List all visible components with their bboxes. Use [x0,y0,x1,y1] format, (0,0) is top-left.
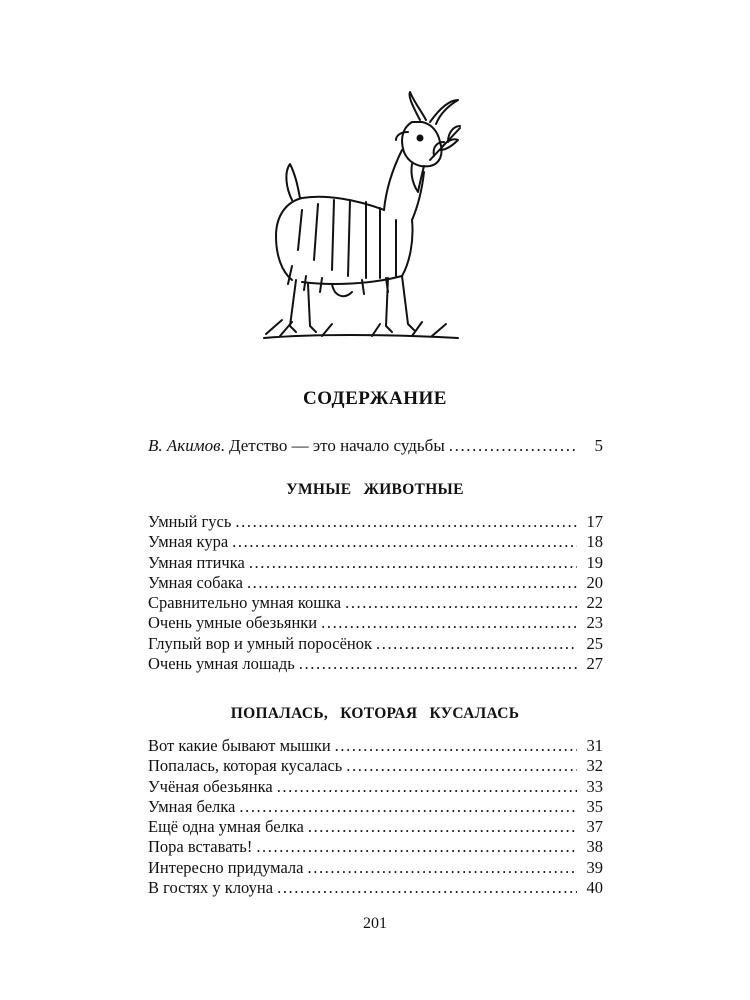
entry-page: 22 [586,593,603,613]
entry-title: Учёная обезьянка [148,776,273,796]
dot-leader [249,553,577,573]
entry-page: 18 [586,532,603,552]
dot-leader [232,532,577,552]
dot-leader [256,837,577,857]
toc-title: СОДЕРЖАНИЕ [303,388,447,409]
dot-leader [345,593,577,613]
entry-page: 17 [586,512,603,531]
dot-leader [239,797,577,817]
toc-entry[interactable] [148,817,603,837]
dot-leader [376,634,577,654]
entry-page: 38 [586,837,603,857]
toc-entry[interactable] [148,634,603,654]
goat-icon [262,80,462,350]
entry-title: В гостях у клоуна [148,878,274,898]
dot-leader [308,858,578,878]
dot-leader [346,756,577,776]
section-heading-caught-biter: ПОПАЛАСЬ, КОТОРАЯ КУСАЛАСЬ [230,705,520,722]
entry-title: Умная птичка [148,552,245,572]
intro-title: Детство — это начало судьбы [224,436,445,455]
entry-page: 39 [586,857,603,877]
toc-entry[interactable] [148,553,603,573]
entry-page: 31 [586,736,603,755]
dot-leader [235,512,577,532]
entry-page: 27 [586,654,603,674]
toc-entry[interactable] [148,756,603,776]
dot-leader [321,613,577,633]
intro-page: 5 [594,436,603,455]
page-number: 201 [363,915,387,932]
goat-illustration [262,80,462,350]
intro-author: В. Акимов [148,436,221,455]
section-heading-smart-animals: УМНЫЕ ЖИВОТНЫЕ [286,481,464,498]
entry-title: Пора вставать! [148,837,253,857]
toc-intro-entry[interactable] [148,436,603,456]
dot-leader [449,436,577,456]
entry-title: Интересно придумала [148,857,304,877]
entry-title: Попалась, которая кусалась [148,756,343,776]
toc-entry[interactable] [148,593,603,613]
entry-title: Сравнительно умная кошка [148,593,342,613]
entry-title: Умная кура [148,532,229,552]
entry-page: 19 [586,552,603,572]
toc-entry[interactable] [148,573,603,593]
entry-title: Умная белка [148,796,236,816]
entry-page: 40 [586,878,603,898]
entry-page: 32 [586,756,603,776]
toc-entry[interactable] [148,736,603,756]
toc-entry[interactable] [148,512,603,532]
dot-leader [308,817,577,837]
toc-entry[interactable] [148,858,603,878]
entry-title: Очень умные обезьянки [148,613,318,633]
entry-page: 33 [586,776,603,796]
dot-leader [277,777,577,797]
entry-title: Глупый вор и умный поросёнок [148,633,372,653]
toc-entry[interactable] [148,878,603,898]
dot-leader [277,878,577,898]
entry-page: 20 [586,572,603,592]
dot-leader [247,573,577,593]
dot-leader [299,654,577,674]
section-list-caught-biter [148,736,603,898]
dot-leader [335,736,577,756]
entry-title: Ещё одна умная белка [148,817,304,837]
toc-entry[interactable] [148,613,603,633]
entry-title: Вот какие бывают мышки [148,736,331,755]
entry-title: Очень умная лошадь [148,654,295,674]
entry-page: 37 [586,817,603,837]
intro-separator: . [220,436,225,455]
toc-entry[interactable] [148,777,603,797]
entry-title: Умный гусь [148,512,232,531]
toc-entry[interactable] [148,532,603,552]
entry-title: Умная собака [148,572,243,592]
entry-page: 25 [586,633,603,653]
toc-entry[interactable] [148,837,603,857]
entry-page: 35 [586,796,603,816]
entry-page: 23 [586,613,603,633]
section-list-smart-animals [148,512,603,674]
toc-entry[interactable] [148,654,603,674]
toc-entry[interactable] [148,797,603,817]
